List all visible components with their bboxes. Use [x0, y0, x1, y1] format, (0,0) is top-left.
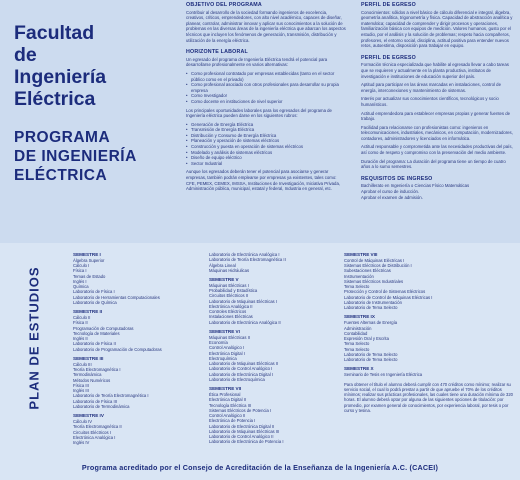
- program-title: [14, 128, 184, 185]
- list-item: • Como docente en instituciones de nivel superior: [186, 99, 346, 105]
- semester-column: [209, 252, 329, 460]
- course-item: Controles Eléctricos: [209, 309, 247, 315]
- course-item: Fuentes Alternas de Energía: [344, 320, 398, 326]
- semester-block: [344, 366, 514, 377]
- section-heading: HORIZONTE LABORAL: [186, 49, 248, 56]
- semester-block: [73, 356, 193, 409]
- course-item: Protección y Control de Sistemas Eléctricos: [344, 289, 426, 295]
- semester-title: SEMESTRE V: [209, 277, 239, 282]
- exit-profile-text: Interés por actualizar sus conocimientos científicos, tecnológicos y socio humanísticos.: [361, 96, 499, 107]
- course-item: Física I: [73, 268, 87, 274]
- entry-profile-text: Conocimientos: sólidos a nivel básico de cálculo diferencial e integral, álgebra, geometría analítica, trigonometría y física. Capacidad de abstracción analítica y matemática; capacidad de comprender y dirigir procesos y operaciones, familiarización básica con equipos de medición. Valores humanos, gusto por el estudio, por el análisis y la solución de problemas; respeto hacia compañeros, profesores, el entorno social, disciplina, actitud positiva para entender nuevos retos, autoestima, disposición para trabajar en equipo.: [361, 9, 513, 49]
- course-item: Cálculo II: [73, 315, 91, 321]
- profile-column: [361, 2, 515, 242]
- course-item: Teoría Electromagnética II: [73, 424, 122, 430]
- course-item: Electroquímica: [209, 355, 237, 361]
- semester-column: [344, 252, 514, 460]
- course-item: Electrónica Analógica I: [73, 434, 116, 440]
- course-item: Tema Selecto: [344, 346, 370, 352]
- course-item: Laboratorio de Herramientas Computacionales: [73, 294, 160, 300]
- course-item: Laboratorio de Electrónica Digital I: [209, 371, 274, 377]
- course-item: Laboratorio de Electroquímica: [209, 376, 265, 382]
- semester-title: SEMESTRE IV: [73, 413, 104, 419]
- course-item: Sistemas Eléctricos Industriales: [344, 278, 404, 284]
- course-item: Temas de Estado: [73, 273, 106, 279]
- list-item: • Modelado y análisis de sistemas eléctricos: [186, 150, 346, 156]
- semester-title: SEMESTRE VII: [209, 386, 242, 392]
- course-item: Inglés IV: [73, 440, 90, 446]
- horizon-list: [186, 71, 346, 105]
- course-item: Programación de Computadoras: [73, 325, 134, 331]
- entry-profile-section: [361, 2, 515, 49]
- faculty-title: [14, 22, 174, 110]
- course-item: Laboratorio de Máquinas Eléctricas II: [209, 361, 279, 367]
- course-item: Teoría Electromagnética I: [73, 367, 121, 373]
- semester-block: [73, 309, 193, 352]
- section-heading: REQUISITOS DE INGRESO: [361, 175, 433, 182]
- objective-section: [186, 2, 346, 43]
- course-item: Cálculo IV: [73, 419, 93, 425]
- exit-profile-text: Actitud responsable y comprometida ante las necesidades productivas del país, así como de respeto y compromiso con la preservación del medio ambiente.: [361, 144, 513, 156]
- course-item: Electrónica Digital II: [209, 397, 247, 403]
- semester-block: [73, 413, 193, 445]
- semester-block: [344, 314, 514, 362]
- exit-profile-text: Actitud emprendedora para establecer empresas propias y generar fuentes de trabajo.: [361, 110, 511, 122]
- semester-title: SEMESTRE VIII: [344, 252, 378, 257]
- course-item: Química: [73, 284, 89, 290]
- course-item: Inglés III: [73, 388, 89, 394]
- semester-block: [209, 386, 329, 444]
- accreditation-footer: Programa acreditado por el Consejo de Acreditación de la Enseñanza de la Ingeniería A.C. (CACEI): [81, 463, 439, 472]
- course-item: Laboratorio de Física II: [73, 341, 116, 347]
- program-title-line: PROGRAMA: [14, 129, 111, 146]
- course-item: Sistemas Eléctricos de Distribución I: [344, 263, 412, 269]
- course-item: Laboratorio de Termodinámica: [73, 403, 130, 409]
- course-item: Tecnología Eléctrica III: [209, 402, 252, 408]
- course-item: Sistemas Eléctricos de Potencia I: [209, 407, 272, 413]
- plan-title-text: PLAN DE ESTUDIOS: [26, 265, 42, 410]
- faculty-title-line: Ingeniería: [14, 66, 107, 88]
- course-item: Cálculo I: [73, 263, 90, 269]
- course-item: Control Analógico II: [209, 413, 246, 419]
- semester-title: SEMESTRE VI: [209, 328, 240, 334]
- course-item: Laboratorio de Teoría Electromagnética II: [209, 257, 286, 263]
- course-item: Control Analógico I: [209, 345, 245, 351]
- semester-title: SEMESTRE II: [73, 309, 103, 315]
- list-item: • Como profesional asociado con otros profesionales para desarrollar su propia empresa: [186, 82, 346, 93]
- list-item: • Sector Industrial: [186, 161, 346, 167]
- program-title-line: DE INGENIERÍA: [14, 148, 137, 165]
- faculty-title-line: Eléctrica: [14, 88, 96, 110]
- course-item: Inglés II: [73, 336, 88, 342]
- course-item: Instrumentación: [344, 273, 374, 279]
- course-item: Laboratorio de Química: [73, 299, 117, 305]
- course-item: Electrónica Analógica II: [209, 303, 253, 309]
- course-item: Máquinas Hidráulicas: [209, 267, 250, 273]
- course-item: Circuitos Eléctricos I: [73, 429, 111, 435]
- course-item: Seminario de Tesis en Ingeniería Eléctrica: [344, 372, 423, 378]
- exit-profile-section: [361, 55, 515, 170]
- semester-column: [73, 252, 193, 460]
- section-heading: PERFIL DE EGRESO: [361, 54, 416, 61]
- horizon-list-2: [186, 122, 346, 167]
- list-item: • Transmisión de Energía Eléctrica: [186, 127, 346, 133]
- objective-column: [186, 2, 346, 242]
- course-item: Inglés I: [73, 278, 87, 284]
- course-item: Contabilidad: [344, 330, 368, 336]
- course-item: Economía: [209, 340, 228, 346]
- course-item: Laboratorio de Tema Selecto: [344, 357, 398, 363]
- course-item: Tecnología de Materiales: [73, 330, 120, 336]
- course-item: Probabilidad y Estadística: [209, 288, 258, 294]
- requirement-item: Bachillerato en Ingeniería o Ciencias Físico Matemáticas: [361, 183, 470, 189]
- objective-text: Contribuir al desarrollo de la sociedad formando ingenieros de excelencia, creativos, críticos, emprendedores, con alto nivel académico, capaces de diseñar, planear, controlar, administrar innovar y aplicar sus conocimientos a la solución de problemas en las diversas áreas de la ingeniería eléctrica que abarcan los aspectos técnicos que incluyen los fenómenos de generación, transmisión, distribución y utilización de la energía eléctrica.: [186, 9, 346, 43]
- course-item: Laboratorio de Electrónica de Potencia I: [209, 439, 284, 445]
- semester-block: [344, 252, 514, 310]
- faculty-title-line: Facultad: [14, 22, 95, 44]
- course-item: Laboratorio de Tema Selecto: [344, 351, 398, 357]
- plan-title: [26, 255, 42, 420]
- course-item: Física II: [73, 320, 88, 326]
- semester-title: SEMESTRE III: [73, 355, 104, 361]
- course-item: Métodos Numéricos: [73, 377, 111, 383]
- course-item: Laboratorio de Máquinas Eléctricas III: [209, 428, 280, 434]
- exit-profile-text: Aptitud para participar en las áreas marcadas en instalaciones, control de energía, interconexiones y mantenimiento de sistemas.: [361, 82, 501, 93]
- course-item: Subestaciones Eléctricas: [344, 268, 391, 274]
- course-item: Tema Selecto: [344, 341, 370, 347]
- exit-profile-text: Duración del programa: La duración del programa tiene un tiempo de cuatro años a lo sumo semestres.: [361, 158, 506, 170]
- faculty-title-line: de: [14, 44, 37, 66]
- section-heading: PERFIL DE EGRESO: [361, 2, 416, 8]
- list-item: • Construcción y puesta en operación de sistemas eléctricos: [186, 144, 346, 150]
- course-item: Electrónica de Potencia I: [209, 418, 256, 424]
- course-item: Circuitos Eléctricos II: [209, 293, 249, 299]
- course-item: Tema Selecto: [344, 284, 370, 290]
- course-item: Física III: [73, 382, 89, 388]
- requirements-section: [361, 176, 515, 200]
- course-item: Laboratorio de Programación de Computadoras: [73, 346, 162, 352]
- horizon-section: [186, 49, 346, 192]
- course-item: Laboratorio de Teoría Electromagnética I: [73, 393, 149, 399]
- course-item: Administración: [344, 325, 372, 331]
- course-item: Laboratorio de Control de Máquinas Eléctricas I: [344, 294, 433, 300]
- exit-profile-text: Facilidad para relacionarse con profesionistas como: ingenieros en telecomunicaciones, industriales, mecánicos, en computación, modernizadores, contadores, administradores y licenciados en informática.: [361, 124, 513, 141]
- list-item: • Diseño de equipo eléctrico: [186, 155, 346, 161]
- exit-profile-text: Formación técnica especializada que habilite al egresado llevar a cabo tareas que se requieren y actualmente en la planta productiva, institutos de investigación e instituciones de educación superior del país.: [361, 62, 509, 79]
- course-item: Instalaciones Eléctricas: [209, 314, 253, 320]
- course-item: Cálculo III: [73, 361, 92, 367]
- course-item: Expresión Oral y Escrita: [344, 336, 389, 342]
- section-heading: OBJETIVO DEL PROGRAMA: [186, 2, 262, 8]
- course-item: Laboratorio de Física III: [73, 398, 117, 404]
- course-item: Álgebra Lineal: [209, 262, 236, 268]
- course-item: Electrónica Digital I: [209, 350, 245, 356]
- course-item: Álgebra Superior: [73, 257, 105, 263]
- semester-block: [209, 277, 329, 325]
- course-item: Ética Profesional: [209, 392, 241, 398]
- list-item: • Generación de Energía Eléctrica: [186, 122, 346, 128]
- course-item: Laboratorio de Control Analógico I: [209, 366, 273, 372]
- list-item: • Como profesional contratado por empresas establecidas (tanto en el sector público como en el privado): [186, 71, 346, 82]
- course-item: Control de Máquinas Eléctricas I: [344, 257, 405, 263]
- course-item: Termodinámica: [73, 372, 102, 378]
- course-item: Laboratorio de Física I: [73, 289, 115, 295]
- semester-block: [73, 252, 193, 305]
- course-item: Laboratorio de Electrónica Analógica I: [209, 252, 280, 257]
- course-item: Máquinas Eléctricas I: [209, 282, 249, 288]
- course-item: Laboratorio de Electrónica Digital II: [209, 423, 275, 429]
- course-item: Laboratorio de Instrumentación: [344, 299, 402, 305]
- course-item: Laboratorio de Electrónica Analógica II: [209, 319, 281, 325]
- semester-title: SEMESTRE IX: [344, 314, 375, 320]
- list-item: • Como Investigador: [186, 93, 346, 99]
- horizon-closing: Aunque los egresados deberán tener el potencial para asociarse y generar empresas, también podrán emplearse por empresas ya existentes, tales como: CFE, PEMEX, CEMEX, IMSSA, Instituciones de Investigación, Iniciativa Privada, Administración pública, municipal, estatal y federal, Industria en general, etc.: [186, 169, 341, 192]
- semester-block: [209, 329, 329, 382]
- semester-title: SEMESTRE X: [344, 366, 374, 372]
- horizon-intro-2: Los principales oportunidades laborales para los egresados del programa de Ingeniería eléctrica pueden darse en los siguientes rubros:: [186, 107, 332, 119]
- program-title-line: ELÉCTRICA: [14, 167, 108, 184]
- list-item: • Distribución y Consumo de Energía Eléctrica: [186, 133, 346, 139]
- course-item: Máquinas Eléctricas II: [209, 334, 250, 340]
- course-item: Laboratorio de Tema Selecto: [344, 305, 398, 311]
- graduation-note: Para obtener el título el alumno deberá cumplir con 470 créditos como mínimo; realizar su servicio social, el cual lo podrá prestar a partir de que apruebe el 70% de los créditos mínimos; realizar sus prácticas profesionales, las cuales tiene una duración mínima de 320 horas. El alumno deberá optar por alguna de las siguientes opciones de titulación: por promedio, por examen general de conocimientos, por experiencia laboral, por tesis o por curso y tesina.: [344, 381, 513, 413]
- requirement-item: Aprobar el curso de inducción.: [361, 189, 420, 195]
- requirement-item: Aprobar el examen de admisión.: [361, 194, 423, 200]
- list-item: • Planeación y operación de sistemas eléctricos: [186, 138, 346, 144]
- course-item: Laboratorio de Control Analógico II: [209, 434, 274, 440]
- semester-block: [209, 252, 329, 273]
- course-item: Laboratorio de Máquinas Eléctricas I: [209, 298, 277, 304]
- semester-title: SEMESTRE I: [73, 252, 101, 257]
- horizon-intro: Un egresado del programa de Ingeniería Eléctrica tendrá el potencial para desarrollarse profesionalmente en varios alternativas:: [186, 56, 328, 68]
